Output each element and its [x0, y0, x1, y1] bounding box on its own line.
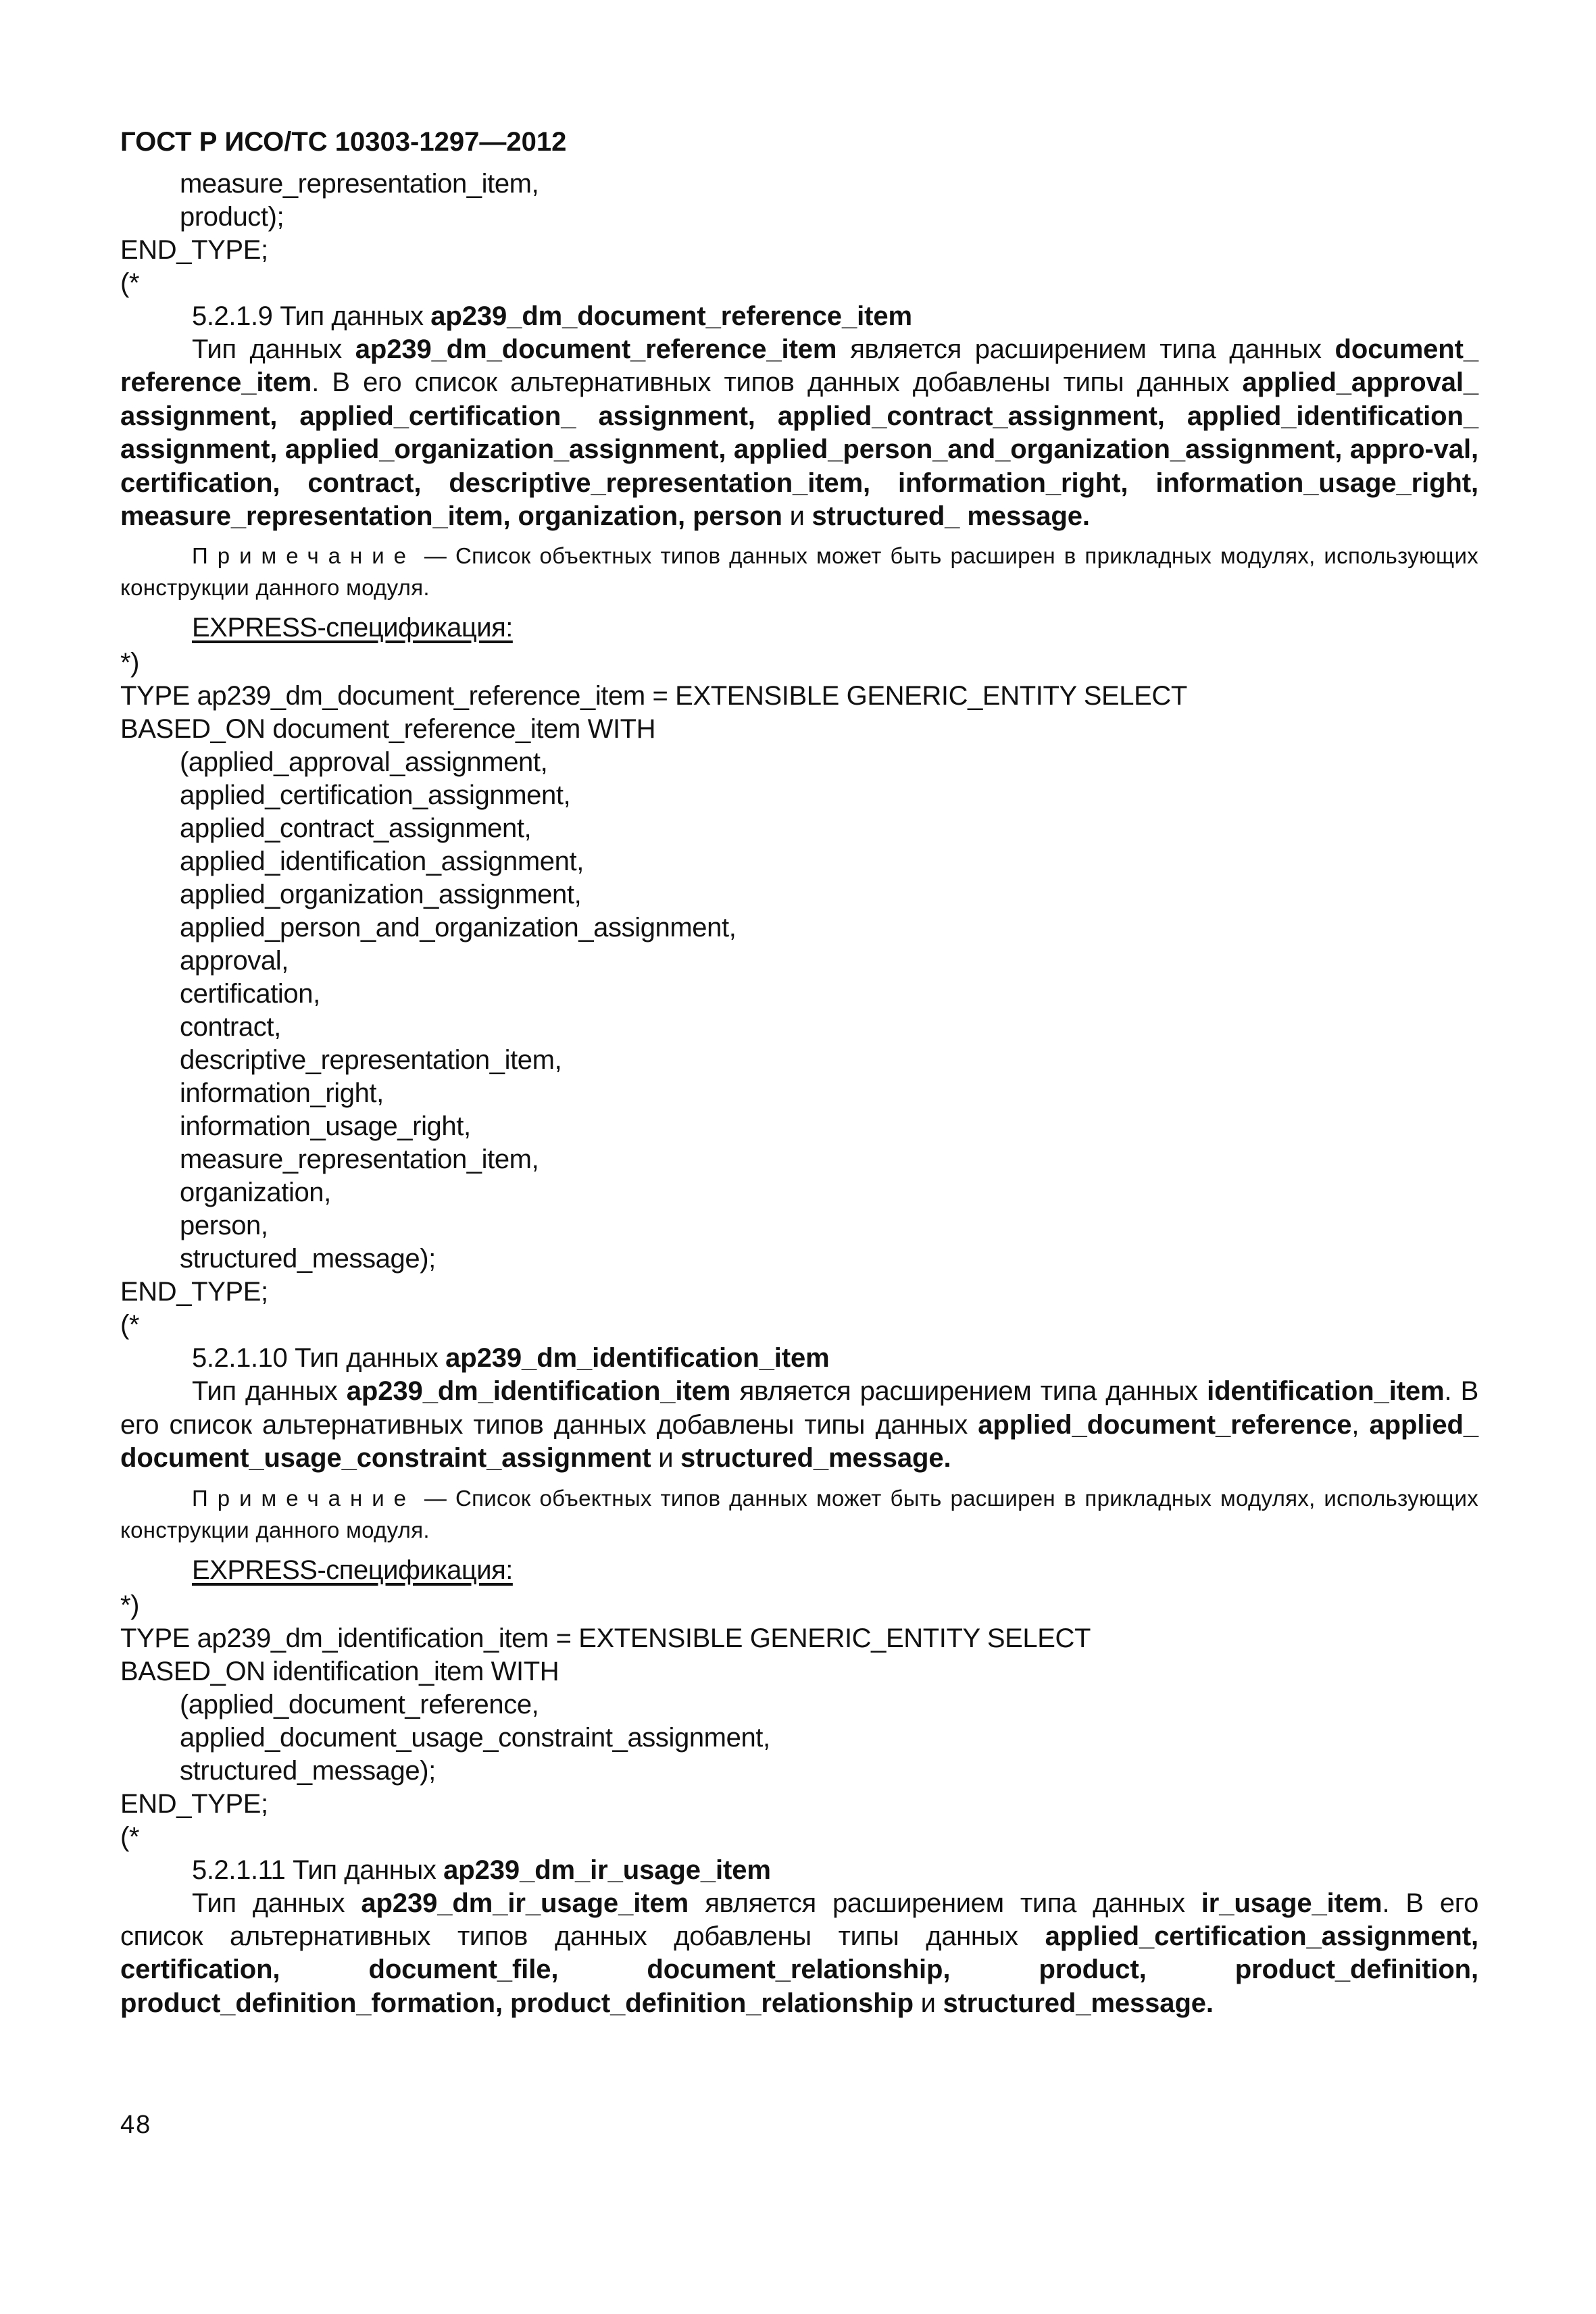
code-line: structured_message);	[180, 1244, 436, 1274]
bold-term: identification_item	[1207, 1376, 1445, 1407]
bold-term: applied_ document_usage_constraint_assignment	[120, 1409, 1478, 1474]
text-run: и	[651, 1443, 681, 1474]
section-heading	[120, 1854, 1478, 1887]
section-heading-number: 5.2.1.10 Тип данных	[192, 1343, 439, 1374]
section-heading-type-name: ap239_dm_ir_usage_item	[443, 1855, 771, 1885]
note-label: Примечание	[192, 543, 416, 569]
code-line: applied_person_and_organization_assignment,	[180, 913, 737, 943]
bold-term: ap239_dm_ir_usage_item	[361, 1888, 689, 1918]
section-paragraph	[120, 1887, 1478, 2021]
section-paragraph	[120, 333, 1478, 533]
text-run: Тип данных	[192, 334, 355, 364]
code-line: (*	[120, 1310, 140, 1340]
section-heading-type-name: ap239_dm_identification_item	[445, 1343, 830, 1374]
express-code-block	[120, 1589, 1478, 1854]
note-label: Примечание	[192, 1485, 416, 1511]
bold-term: applied_document_reference	[978, 1409, 1352, 1440]
text-run: и	[913, 1988, 943, 2018]
code-line: descriptive_representation_item,	[180, 1045, 562, 1076]
section-heading-number: 5.2.1.11 Тип данных	[192, 1855, 437, 1885]
section-heading-type-name: ap239_dm_document_reference_item	[430, 301, 912, 331]
text-run: . В его список альтернативных типов данных добавлены типы данных	[311, 368, 1243, 398]
code-line: *)	[120, 648, 140, 678]
text-run: . В его список альтернативных типов данных добавлены типы данных	[120, 1376, 1479, 1440]
express-label: EXPRESS-спецификация:	[192, 1555, 513, 1585]
code-line: END_TYPE;	[120, 235, 268, 265]
section-heading-number: 5.2.1.9 Тип данных	[192, 301, 424, 331]
code-line: information_usage_right,	[180, 1111, 471, 1142]
text-run: является расширением типа данных	[837, 334, 1335, 364]
code-line: organization,	[180, 1178, 331, 1208]
code-line: contract,	[180, 1012, 281, 1042]
code-line: *)	[120, 1590, 140, 1620]
code-line: END_TYPE;	[120, 1788, 268, 1819]
express-heading	[120, 609, 1478, 647]
code-line: (*	[120, 268, 140, 298]
text-run: является расширением типа данных	[730, 1376, 1207, 1407]
code-line: (applied_approval_assignment,	[180, 747, 548, 778]
bold-term: ap239_dm_document_reference_item	[355, 334, 837, 364]
code-line: information_right,	[180, 1078, 384, 1109]
text-run: Тип данных	[192, 1376, 347, 1407]
bold-term: applied_approval_ assignment, applied_certification_ assignment, applied_contract_assignment, applied_identification_ assignment, applied_organization_assignment, applied_person_and_organization_assignment, appro-val, certification, contract, descriptive_representation_item, information_right, information_usage_right, measure_representation_item, organization, person	[120, 368, 1478, 532]
page-number: 48	[120, 2111, 152, 2139]
text-run: Тип данных	[192, 1888, 361, 1918]
code-line: certification,	[180, 979, 320, 1009]
section	[120, 1854, 1478, 2021]
section-heading	[120, 1342, 1478, 1375]
note-text: — Список объектных типов данных может быть расширен в прикладных модулях, использующих конструкции данного модуля.	[120, 543, 1478, 601]
document-page	[120, 120, 1478, 2020]
express-label: EXPRESS-спецификация:	[192, 613, 513, 643]
section-heading	[120, 300, 1478, 333]
code-line: applied_identification_assignment,	[180, 847, 584, 877]
code-line: BASED_ON identification_item WITH	[120, 1656, 559, 1686]
bold-term: ir_usage_item	[1201, 1888, 1382, 1918]
code-line: measure_representation_item,	[180, 1145, 539, 1175]
express-code-block	[120, 647, 1478, 1342]
text-run: . В его список альтернативных типов данных добавлены типы данных	[120, 1888, 1478, 1952]
text-run: ,	[1351, 1409, 1370, 1440]
note	[120, 540, 1478, 603]
bold-term: structured_message.	[680, 1443, 951, 1474]
section	[120, 1342, 1478, 1853]
code-line: product);	[180, 202, 284, 232]
bold-term: structured_message.	[943, 1988, 1214, 2018]
text-run: и	[782, 501, 812, 532]
code-line: BASED_ON document_reference_item WITH	[120, 714, 656, 745]
code-line: applied_organization_assignment,	[180, 880, 582, 910]
code-line: TYPE ap239_dm_document_reference_item = EXTENSIBLE GENERIC_ENTITY SELECT	[120, 681, 1187, 711]
note-text: — Список объектных типов данных может быть расширен в прикладных модулях, использующих конструкции данного модуля.	[120, 1485, 1478, 1542]
note	[120, 1482, 1478, 1546]
express-heading	[120, 1551, 1478, 1589]
bold-term: applied_certification_assignment, certification, document_file, document_relationship, product, product_definition, product_definition_formation, product_definition_relationship	[120, 1921, 1478, 2018]
bold-term: ap239_dm_identification_item	[346, 1376, 731, 1407]
code-line: applied_certification_assignment,	[180, 780, 571, 811]
bold-term: document_ reference_item	[120, 334, 1479, 398]
code-line: person,	[180, 1211, 268, 1241]
section-paragraph	[120, 1375, 1478, 1475]
intro-code-block	[120, 168, 1478, 300]
page-header: ГОСТ Р ИСО/ТС 10303-1297—2012	[120, 127, 567, 157]
code-line: (*	[120, 1821, 140, 1852]
code-line: measure_representation_item,	[180, 169, 539, 199]
sections-container	[120, 300, 1478, 2020]
section	[120, 300, 1478, 1342]
code-line: TYPE ap239_dm_identification_item = EXTENSIBLE GENERIC_ENTITY SELECT	[120, 1623, 1091, 1653]
code-line: (applied_document_reference,	[180, 1689, 539, 1719]
bold-term: structured_ message.	[812, 501, 1090, 532]
code-line: END_TYPE;	[120, 1277, 268, 1307]
text-run: является расширением типа данных	[689, 1888, 1201, 1918]
code-line: applied_document_usage_constraint_assignment,	[180, 1722, 770, 1753]
code-line: approval,	[180, 946, 289, 976]
code-line: applied_contract_assignment,	[180, 813, 532, 844]
code-line: structured_message);	[180, 1755, 436, 1786]
